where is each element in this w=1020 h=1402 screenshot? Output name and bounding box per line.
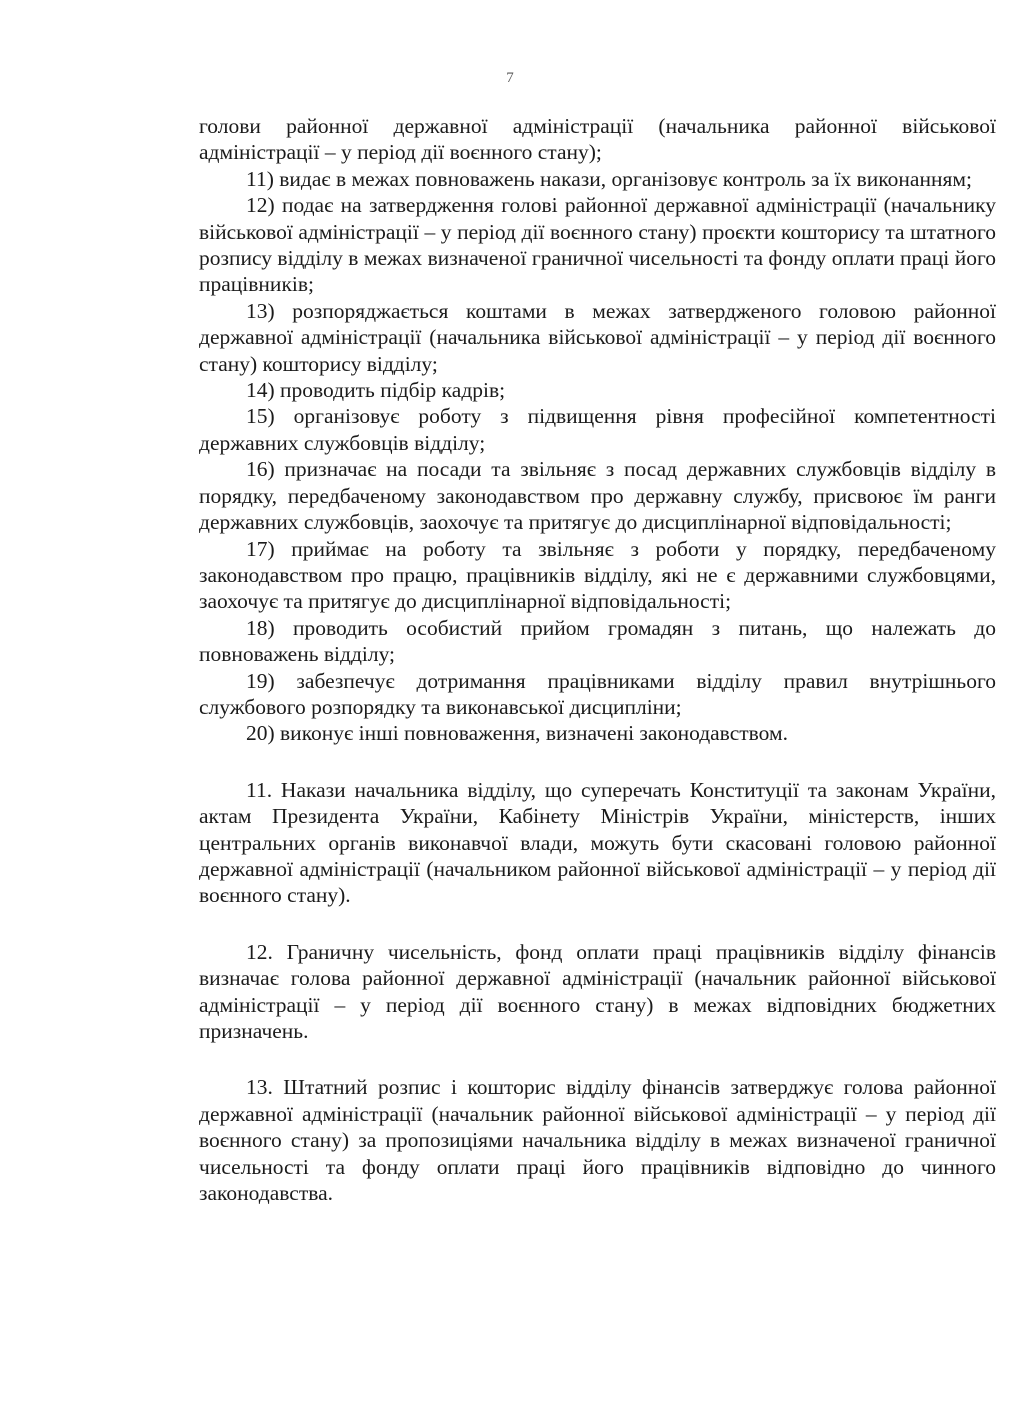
list-item-18: 18) проводить особистий прийом громадян з питань, що належать до повноважень відділу; (199, 615, 996, 667)
list-item-20: 20) виконує інші повноваження, визначені законодавством. (246, 721, 788, 746)
list-item-17: 17) приймає на роботу та звільняє з роботи у порядку, передбаченому законодавством про працю, працівників відділу, які не є державними службовцями, заохочує та притягує до дисциплінарної відповідальності; (199, 536, 996, 614)
list-item-19: 19) забезпечує дотримання працівниками відділу правил внутрішнього службового розпорядку та виконавської дисципліни; (199, 668, 996, 719)
section-11: 11. Накази начальника відділу, що суперечать Конституції та законам України, актам Президента України, Кабінету Міністрів України, міністерств, інших центральних органів виконавчої влади, можуть бути скасовані головою районної державної адміністрації (начальником районної військової адміністрації – у період дії воєнного стану). (199, 777, 996, 908)
list-item-16: 16) призначає на посади та звільняє з посад державних службовців відділу в порядку, передбаченому законодавством про державну службу, присвоює їм ранги державних службовців, заохочує та притягує до дисциплінарної відповідальності; (199, 457, 996, 535)
list-item-12: 12) подає на затвердження голові районної державної адміністрації (начальнику військової адміністрації – у період дії воєнного стану) проєкти кошторису та штатного розпису відділу в межах визначеної граничної чисельності та фонду оплати праці його працівників; (199, 193, 996, 297)
document-body (199, 113, 996, 1206)
paragraph-continuation: голови районної державної адміністрації (начальника районної військової адміністрації – у період дії воєнного стану); (199, 114, 996, 165)
page-number: 7 (506, 70, 514, 86)
list-item-11: 11) видає в межах повноважень накази, організовує контроль за їх виконанням; (246, 166, 972, 191)
list-item-13: 13) розпоряджається коштами в межах затвердженого головою районної державної адміністрації (начальника військової адміністрації – у період дії воєнного стану) кошторису відділу; (199, 298, 996, 376)
section-13: 13. Штатний розпис і кошторис відділу фінансів затверджує голова районної державної адміністрації (начальник районної військової адміністрації – у період дії воєнного стану) за пропозиціями начальника відділу в межах визначеної граничної чисельності та фонду оплати праці його працівників відповідно до чинного законодавства. (199, 1075, 996, 1206)
list-item-15: 15) організовує роботу з підвищення рівня професійної компетентності державних службовців відділу; (199, 404, 996, 455)
section-12: 12. Граничну чисельність, фонд оплати праці працівників відділу фінансів визначає голова районної державної адміністрації (начальник районної військової адміністрації – у період дії воєнного стану) в межах відповідних бюджетних призначень. (199, 939, 996, 1043)
list-item-14: 14) проводить підбір кадрів; (246, 378, 506, 403)
